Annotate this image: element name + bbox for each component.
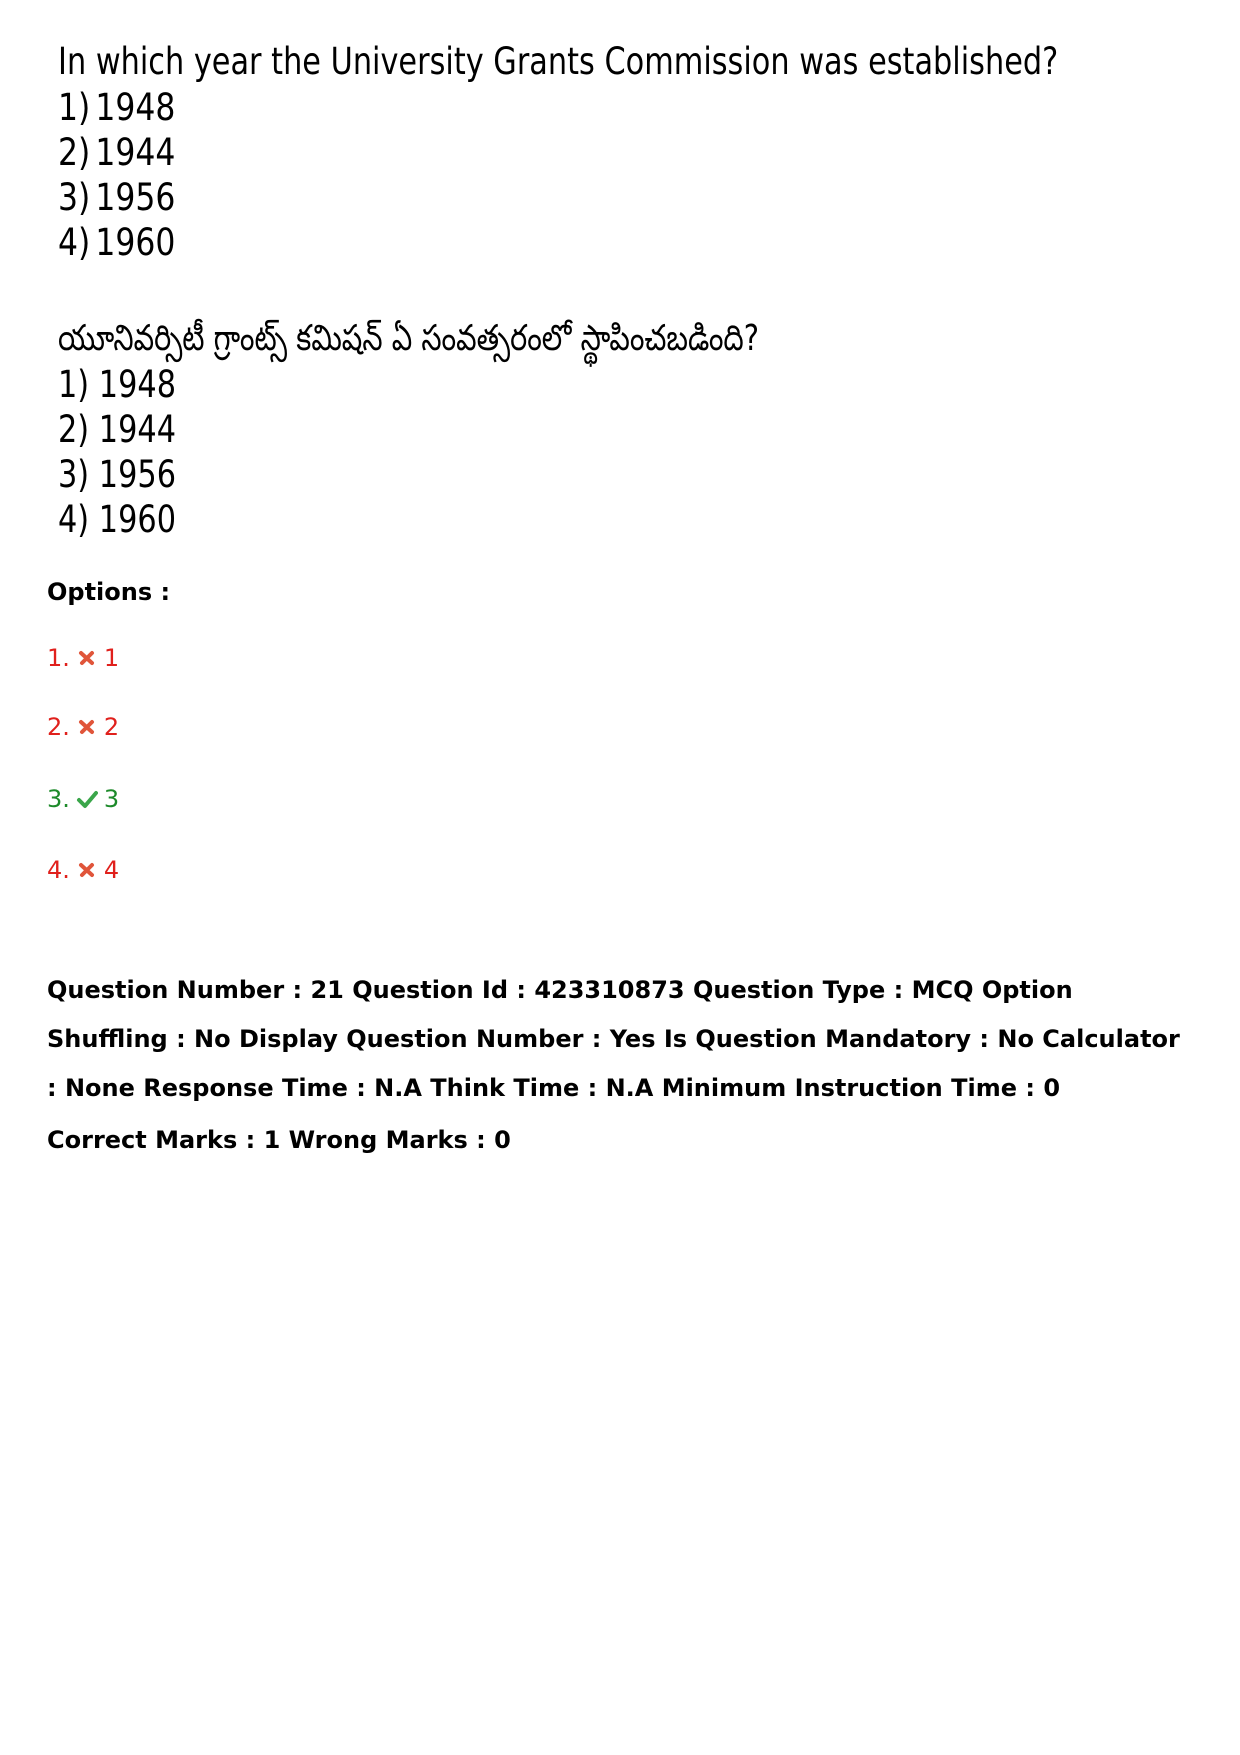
question-text-telugu: యూనివర్సిటీ గ్రాంట్స్ కమిషన్ ఏ సంవత్సరంలో స్థాపించబడింది? — [58, 318, 760, 359]
answer-option-3 — [47, 785, 119, 813]
question-option-telugu-3: 3) 1956 — [58, 453, 177, 496]
answer-option-2 — [47, 713, 119, 741]
option-value: 1960 — [95, 221, 176, 264]
question-option-telugu-4: 4) 1960 — [58, 498, 177, 541]
question-option-english-2 — [58, 131, 175, 174]
option-value: 1948 — [95, 86, 176, 129]
option-number: 1. — [47, 644, 70, 672]
option-label: 4 — [103, 856, 120, 884]
option-number: 4) — [58, 221, 91, 264]
option-number: 3. — [47, 785, 70, 813]
question-text-english: In which year the University Grants Commission was established? — [58, 40, 1059, 83]
option-label: 3 — [103, 785, 120, 813]
option-value: 1956 — [95, 176, 176, 219]
question-option-english-4 — [58, 221, 175, 264]
cross-icon — [76, 716, 98, 738]
cross-icon — [76, 647, 98, 669]
option-label: 2 — [103, 713, 120, 741]
option-label: 1 — [103, 644, 120, 672]
question-option-telugu-1: 1) 1948 — [58, 363, 177, 406]
marks-info: Correct Marks : 1 Wrong Marks : 0 — [47, 1126, 511, 1154]
answer-option-4 — [47, 856, 119, 884]
option-number: 3) — [58, 176, 91, 219]
answer-option-1 — [47, 644, 119, 672]
question-option-english-1 — [58, 86, 175, 129]
check-icon — [76, 788, 98, 810]
question-option-telugu-2: 2) 1944 — [58, 408, 177, 451]
cross-icon — [76, 859, 98, 881]
option-value: 1944 — [95, 131, 176, 174]
options-heading: Options : — [47, 578, 171, 606]
option-number: 1) — [58, 86, 91, 129]
question-option-english-3 — [58, 176, 175, 219]
option-number: 2. — [47, 713, 70, 741]
option-number: 2) — [58, 131, 91, 174]
option-number: 4. — [47, 856, 70, 884]
question-metadata: Question Number : 21 Question Id : 423310873 Question Type : MCQ Option Shuffling : No Display Question Number : Yes Is Question Mandatory : No Calculator : None Response Time : N.A Think Time : N.A Minimum Instruction Time : 0 — [47, 976, 1180, 1102]
